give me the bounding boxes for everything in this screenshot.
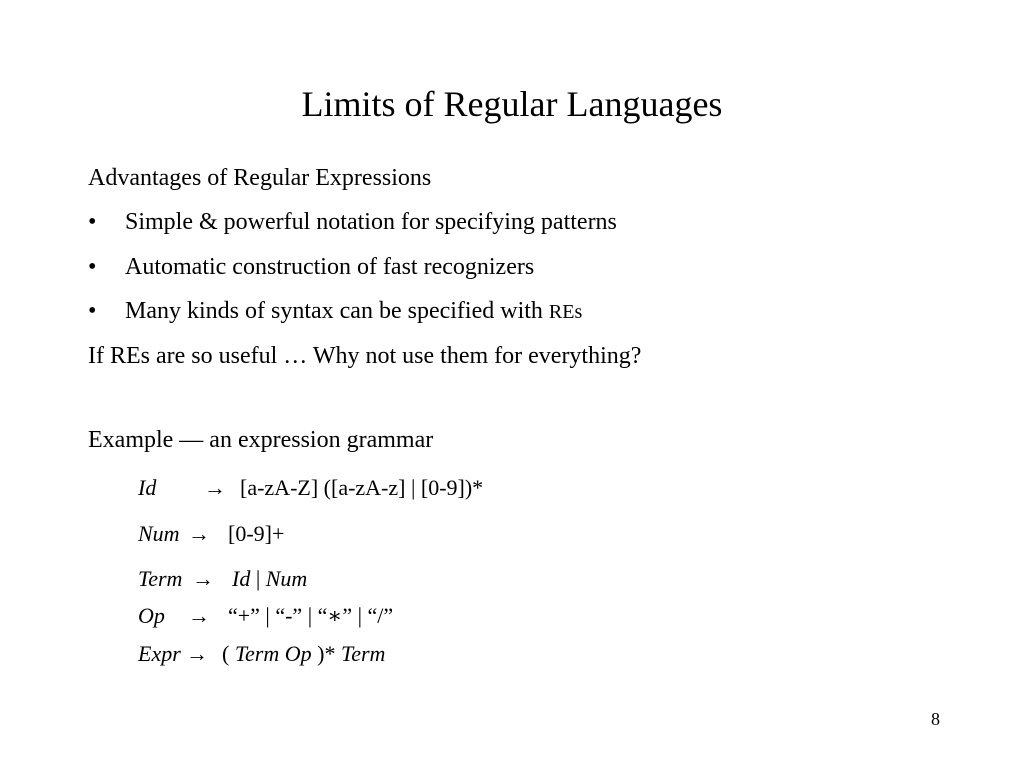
advantages-heading: Advantages of Regular Expressions: [88, 165, 432, 191]
res-abbreviation: REs: [548, 301, 583, 323]
rule-rhs-num: Num: [265, 566, 308, 591]
grammar-rule-num: [138, 519, 284, 549]
grammar-rule-term: [138, 564, 307, 594]
page-number: 8: [931, 709, 940, 729]
rule-open-paren: (: [222, 641, 235, 666]
bullet-text: Automatic construction of fast recognizers: [125, 254, 535, 280]
rule-rhs-id: Id: [232, 566, 251, 591]
arrow-icon: →: [188, 603, 210, 628]
bullet-text-prefix: Many kinds of syntax can be specified with: [125, 298, 549, 324]
rule-op: Op: [284, 641, 312, 666]
rule-lhs: Expr: [138, 641, 181, 666]
arrow-icon: →: [186, 641, 208, 666]
slide-title: Limits of Regular Languages: [301, 84, 723, 124]
rule-term: Term: [234, 641, 280, 666]
rule-lhs: Op: [138, 603, 165, 628]
example-heading: Example — an expression grammar: [88, 427, 434, 453]
arrow-icon: →: [188, 521, 210, 546]
grammar-rule-id: [138, 473, 483, 503]
rule-lhs: Id: [138, 475, 157, 500]
question-line: If REs are so useful … Why not use them for everything?: [88, 343, 642, 369]
bullet-item-1: [0, 206, 1024, 238]
rule-term: Term: [340, 641, 386, 666]
grammar-rule-op: [138, 601, 393, 631]
rule-rhs: [a-zA-Z] ([a-zA-z] | [0-9])*: [240, 475, 484, 500]
rule-lhs: Term: [138, 566, 183, 591]
bullet-marker: •: [88, 209, 97, 235]
bullet-item-2: [0, 251, 1024, 283]
bullet-marker: •: [88, 254, 97, 280]
bullet-text: [125, 295, 582, 328]
rule-close-star: )*: [311, 641, 341, 666]
rule-lhs: Num: [138, 521, 180, 546]
bullet-text: Simple & powerful notation for specifying patterns: [125, 209, 617, 235]
grammar-rule-expr: [138, 639, 385, 669]
arrow-icon: →: [192, 566, 214, 591]
rule-separator: |: [250, 566, 266, 591]
arrow-icon: →: [204, 475, 226, 500]
rule-rhs: “+” | “-” | “∗” | “/”: [228, 603, 394, 628]
bullet-item-3: [0, 295, 1024, 327]
bullet-marker: •: [88, 298, 97, 324]
rule-rhs: [0-9]+: [228, 521, 285, 546]
